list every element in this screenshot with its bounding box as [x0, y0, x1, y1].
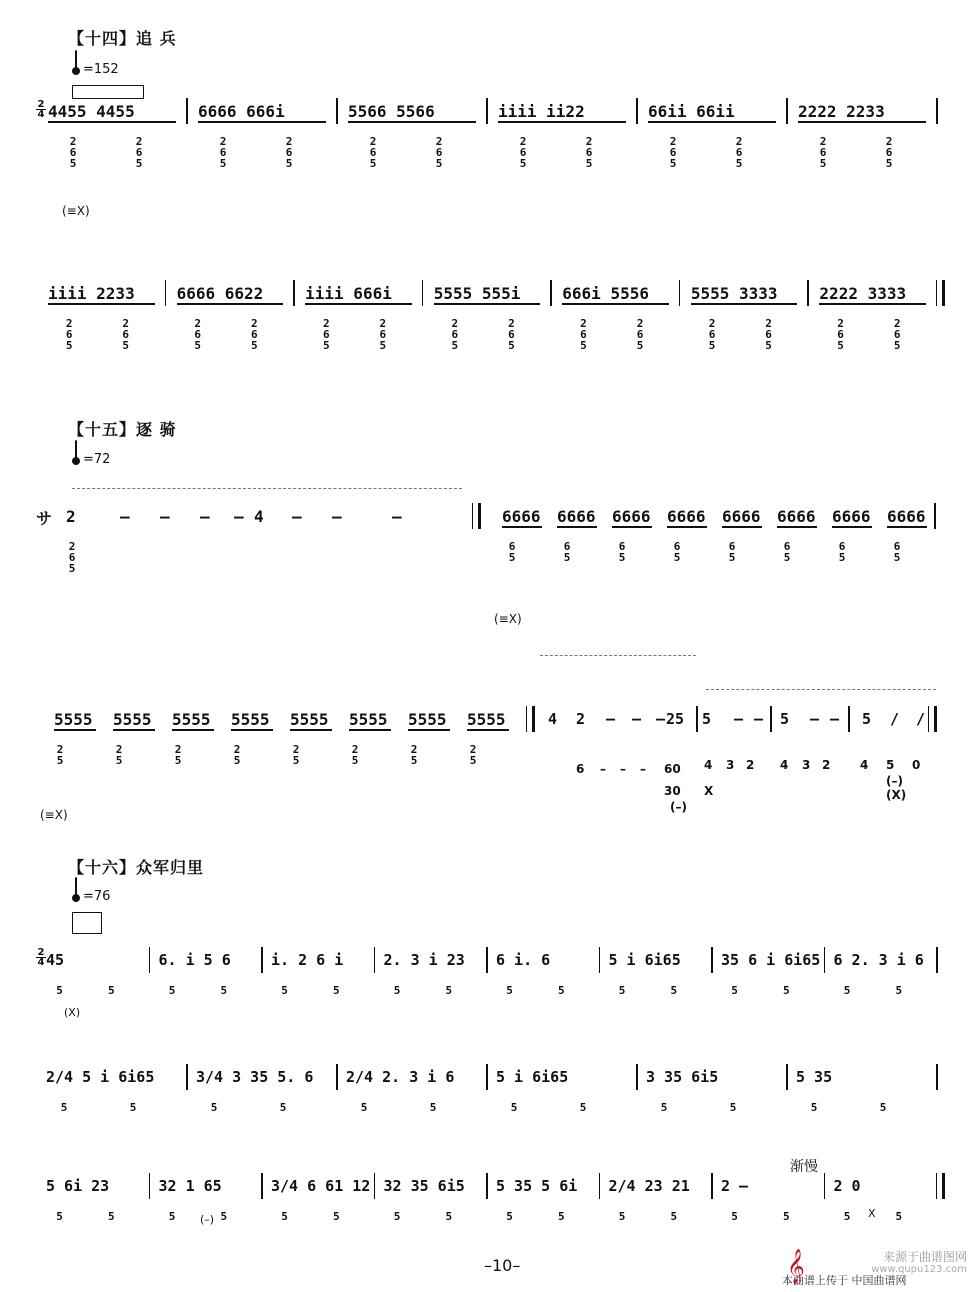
tail-note: – [606, 710, 616, 728]
measure-notes: 2/4 23 21 [608, 1177, 690, 1195]
accompaniment-chord: 2 5 [351, 743, 359, 767]
accompaniment-chord: 2 5 [174, 743, 182, 767]
barline [486, 947, 488, 973]
accompaniment-note: 5 [107, 984, 115, 997]
lower-voice-note: (–) [886, 774, 903, 788]
measure-notes: 32 35 6i5 [383, 1177, 465, 1195]
tail-note: – [734, 710, 744, 728]
beam-line [305, 303, 412, 305]
measure-notes: i. 2 6 i [271, 951, 344, 969]
barline [336, 98, 338, 124]
barline [770, 706, 772, 732]
accompaniment-chord: 2 6 5 [765, 317, 772, 352]
beam-line [722, 526, 762, 528]
measure-notes: 3/4 6 61 12 [271, 1177, 371, 1195]
intro-note: – [292, 507, 302, 526]
measure-notes: 2222 3333 [819, 284, 907, 303]
tail-note: – [656, 710, 666, 728]
percussion-mark: (–) [200, 1213, 215, 1226]
accompaniment-note: 5 [782, 984, 790, 997]
measure-notes: 2/4 2. 3 i 6 [346, 1068, 455, 1086]
beam-line [290, 729, 332, 731]
final-barline [936, 1173, 945, 1199]
accompaniment-note: 5 [279, 1101, 287, 1114]
accompaniment-note: 5 [618, 984, 626, 997]
measure-notes: iiii 2233 [48, 284, 135, 303]
accompaniment-chord: 2 5 [469, 743, 477, 767]
accompaniment-chord: 2 6 5 [369, 135, 377, 170]
time-signature-14: 2 4 [37, 99, 45, 120]
barline [711, 1173, 713, 1199]
section-title-16: 【十六】众军归里 [68, 858, 205, 877]
accompaniment-note: 5 [129, 1101, 137, 1114]
tail-note: / [890, 710, 900, 728]
percussion-mark-15b: (≡X) [40, 808, 68, 822]
beam-line [691, 303, 798, 305]
beam-line [467, 729, 509, 731]
lower-voice-note: 0 [912, 758, 921, 772]
accompaniment-note: 5 [557, 984, 565, 997]
barline [848, 706, 850, 732]
lower-voice-note: 60 [664, 762, 681, 776]
measure-notes: 66ii 66ii [648, 102, 735, 121]
barline [936, 947, 938, 973]
measure-notes: 6666 [777, 507, 816, 526]
measure-notes: 2 – [721, 1177, 749, 1195]
accompaniment-chord: 6 5 [508, 540, 516, 564]
accompaniment-chord: 2 6 5 [194, 317, 202, 352]
barline [636, 98, 638, 124]
measure-notes: 45 [46, 951, 65, 969]
beam-line [48, 121, 176, 123]
accompaniment-chord: 2 6 5 [122, 317, 130, 352]
accompaniment-note: 5 [393, 984, 401, 997]
section-title-15: 【十五】逐 骑 [68, 420, 177, 439]
tail-note: 5 [862, 710, 872, 728]
barline [486, 1173, 488, 1199]
measure-notes: 6666 [557, 507, 596, 526]
beam-line [198, 121, 326, 123]
accompaniment-note: 5 [879, 1101, 887, 1114]
measure-notes: 5 i 6i65 [496, 1068, 569, 1086]
quarter-note-icon [71, 66, 81, 76]
beam-line [54, 729, 96, 731]
accompaniment-note: 5 [810, 1101, 818, 1114]
accompaniment-note: 5 [843, 1210, 851, 1223]
beam-line [819, 303, 926, 305]
accompaniment-chord: 2 5 [410, 743, 418, 767]
accompaniment-note: 5 [782, 1210, 790, 1223]
beam-line [48, 303, 155, 305]
measure-notes: 6666 6622 [176, 284, 264, 303]
barline [936, 1064, 938, 1090]
staff-line-16-3 [40, 1177, 943, 1247]
tail-note: – [830, 710, 840, 728]
beam-line [408, 729, 450, 731]
tail-note: 5 [780, 710, 790, 728]
beam-line [349, 729, 391, 731]
measure-notes: iiii 666i [305, 284, 392, 303]
barline [807, 280, 809, 306]
dashed-rest-line [540, 655, 696, 656]
intro-note: – [120, 507, 130, 526]
watermark-line-1: 来源于曲谱图网 [882, 1250, 967, 1264]
accompaniment-note: 5 [60, 1101, 68, 1114]
barline [165, 280, 167, 306]
measure-notes: 5 35 5 6i [496, 1177, 578, 1195]
beam-line [887, 526, 927, 528]
barline [186, 98, 188, 124]
lower-voice-note: 5 [886, 758, 895, 772]
accompaniment-note: 5 [618, 1210, 626, 1223]
watermark-line-2: www.qupu123.com [871, 1264, 967, 1275]
barline [149, 1173, 151, 1199]
tempo-marking-15 [72, 452, 110, 467]
accompaniment-chord: 2 6 5 [837, 317, 844, 352]
accompaniment-chord: 2 6 5 [68, 540, 76, 575]
accompaniment-chord: 2 6 5 [219, 135, 227, 170]
accompaniment-note: 5 [360, 1101, 368, 1114]
accompaniment-note: 5 [281, 1210, 288, 1223]
measure-notes: 4455 4455 [48, 102, 135, 121]
accompaniment-note: 5 [168, 984, 176, 997]
beam-line [177, 303, 284, 305]
staff-line-16-2 [40, 1068, 943, 1138]
accompaniment-chord: 2 6 5 [735, 135, 743, 170]
barline [599, 1173, 601, 1199]
beam-line [348, 121, 476, 123]
barline [374, 1173, 376, 1199]
accompaniment-chord: 2 6 5 [250, 317, 258, 352]
quarter-note-icon [71, 456, 81, 466]
measure-notes: 35 6 i 6i65 [721, 951, 821, 969]
intro-note: – [160, 507, 170, 526]
measure-notes: 6666 [612, 507, 651, 526]
section-title-14: 【十四】追 兵 [68, 29, 177, 48]
accompaniment-note: 5 [731, 984, 738, 997]
measure-notes: 6666 [722, 507, 761, 526]
accompaniment-chord: 2 6 5 [708, 317, 716, 352]
staff-line-15-1 [40, 507, 943, 597]
lower-voice-note: 2 [822, 758, 831, 772]
accompaniment-chord: 2 6 5 [135, 135, 143, 170]
measure-notes: 5555 [408, 710, 447, 729]
final-barline [928, 706, 937, 732]
tempo-change-marking: 渐慢 [790, 1159, 818, 1175]
accompaniment-note: 5 [506, 1210, 513, 1223]
accompaniment-note: 5 [895, 1210, 903, 1223]
accompaniment-chord: 2 5 [233, 743, 241, 767]
tail-note: 4 [548, 710, 558, 728]
accompaniment-chord: 6 5 [838, 540, 846, 564]
barline [824, 1173, 826, 1199]
percussion-box-16 [72, 912, 102, 934]
beam-line [832, 526, 872, 528]
barline [336, 1064, 338, 1090]
percussion-box-14 [72, 85, 144, 99]
barline [824, 947, 826, 973]
tempo-marking-16 [72, 889, 110, 904]
barline [786, 1064, 788, 1090]
accompaniment-chord: 2 5 [292, 743, 300, 767]
accompaniment-chord: 2 6 5 [508, 317, 515, 352]
accompaniment-note: 5 [393, 1210, 401, 1223]
accompaniment-note: 5 [843, 984, 851, 997]
tempo-value: =72 [83, 452, 111, 467]
accompaniment-note: 5 [56, 1210, 63, 1223]
dashed-rest-line [72, 488, 462, 489]
lower-voice-note: 30 [664, 784, 681, 798]
percussion-mark-15: (≡X) [494, 612, 522, 626]
intro-note: – [234, 507, 244, 526]
accompaniment-note: 5 [332, 1210, 340, 1223]
measure-notes: 666i 5556 [562, 284, 649, 303]
accompaniment-note: 5 [220, 1210, 228, 1223]
beam-line [172, 729, 214, 731]
accompaniment-chord: 2 6 5 [379, 317, 387, 352]
barline [149, 947, 151, 973]
time-signature-16: 2 4 [37, 947, 45, 968]
accompaniment-note: 5 [660, 1101, 668, 1114]
measure-notes: 5555 [54, 710, 93, 729]
beam-line [113, 729, 155, 731]
beam-line [557, 526, 597, 528]
measure-notes: 2/4 5 i 6i65 [46, 1068, 155, 1086]
accompaniment-chord: 6 5 [563, 540, 571, 564]
tail-note: 2 [576, 710, 586, 728]
treble-clef-logo-icon: 𝄞 [787, 1249, 805, 1284]
barline [550, 280, 552, 306]
accompaniment-chord: 6 5 [728, 540, 736, 564]
measure-notes: 5 35 [796, 1068, 833, 1086]
accompaniment-note: 5 [445, 1210, 453, 1223]
accompaniment-chord: 2 6 5 [819, 135, 827, 170]
accompaniment-note: 5 [429, 1101, 437, 1114]
intro-note: 2 [66, 507, 76, 526]
barline [261, 1173, 263, 1199]
staff-line-15-2 [40, 710, 943, 820]
accompaniment-note: 5 [168, 1210, 176, 1223]
intro-note: 4 [254, 507, 264, 526]
beam-line [231, 729, 273, 731]
beam-line [562, 303, 669, 305]
accompaniment-chord: 6 5 [673, 540, 681, 564]
measure-notes: 5555 [231, 710, 270, 729]
tail-note: – [754, 710, 764, 728]
barline [486, 1064, 488, 1090]
beam-line [798, 121, 926, 123]
lower-voice-note: 3 [726, 758, 735, 772]
barline [786, 98, 788, 124]
tail-note: / [916, 710, 926, 728]
barline [422, 280, 424, 306]
accompaniment-note: 5 [729, 1101, 737, 1114]
tempo-value: =152 [83, 62, 119, 77]
measure-notes: 6666 [502, 507, 541, 526]
final-barline [936, 280, 945, 306]
beam-line [434, 303, 541, 305]
barline [696, 706, 698, 732]
accompaniment-note: 5 [510, 1101, 518, 1114]
measure-notes: 6. i 5 6 [158, 951, 231, 969]
measure-notes: 2222 2233 [798, 102, 885, 121]
accompaniment-note: 5 [107, 1210, 115, 1223]
watermark [777, 1248, 967, 1288]
measure-notes: 5555 [290, 710, 329, 729]
lower-voice-note: – [620, 762, 626, 776]
accompaniment-note: 5 [670, 984, 678, 997]
accompaniment-note: 5 [579, 1101, 587, 1114]
accompaniment-chord: 2 6 5 [585, 135, 593, 170]
barline [486, 98, 488, 124]
lower-voice-note: – [640, 762, 646, 776]
barline [599, 947, 601, 973]
accompaniment-note: 5 [332, 984, 340, 997]
accompaniment-chord: 6 5 [893, 540, 901, 564]
barline [636, 1064, 638, 1090]
accompaniment-note: 5 [895, 984, 903, 997]
beam-line [612, 526, 652, 528]
measure-notes: 6666 [667, 507, 706, 526]
barline [186, 1064, 188, 1090]
tail-note: 5 [702, 710, 712, 728]
free-time-sign: サ [36, 509, 53, 528]
measure-notes: 5 6i 23 [46, 1177, 110, 1195]
measure-notes: 2. 3 i 23 [383, 951, 465, 969]
lower-voice-note: 3 [802, 758, 811, 772]
tempo-marking-14 [72, 62, 119, 77]
upload-notice: 本曲谱上传于 中国曲谱网 [782, 1274, 907, 1287]
quarter-note-icon [71, 893, 81, 903]
accompaniment-chord: 2 6 5 [65, 317, 73, 352]
lower-voice-note: X [704, 784, 714, 798]
accompaniment-note: 5 [731, 1210, 738, 1223]
staff-line-14-2 [40, 284, 943, 374]
percussion-mark-16: (X) [64, 1006, 81, 1019]
measure-notes: 2 0 [833, 1177, 861, 1195]
measure-notes: 3/4 3 35 5. 6 [196, 1068, 314, 1086]
page-number: –10– [484, 1256, 521, 1275]
measure-notes: 5 i 6i65 [608, 951, 681, 969]
lower-voice-note: 6 [576, 762, 585, 776]
measure-notes: 6666 666i [198, 102, 285, 121]
measure-notes: 5555 3333 [690, 284, 778, 303]
accompaniment-chord: 2 6 5 [580, 317, 587, 352]
accompaniment-chord: 2 6 5 [435, 135, 443, 170]
beam-line [667, 526, 707, 528]
barline [261, 947, 263, 973]
measure-notes: iiii ii22 [498, 102, 585, 121]
percussion-x-mark: X [868, 1207, 876, 1220]
lower-voice-note: 4 [860, 758, 869, 772]
lower-voice-note: (–) [670, 800, 687, 814]
accompaniment-note: 5 [210, 1101, 218, 1114]
measure-notes: 5555 [113, 710, 152, 729]
accompaniment-chord: 2 6 5 [69, 135, 77, 170]
measure-notes: 5566 5566 [348, 102, 435, 121]
intro-note: – [332, 507, 342, 526]
accompaniment-chord: 6 5 [618, 540, 626, 564]
accompaniment-chord: 2 6 5 [893, 317, 901, 352]
accompaniment-note: 5 [220, 984, 228, 997]
barline [936, 98, 938, 124]
lower-voice-note: 4 [704, 758, 713, 772]
accompaniment-note: 5 [281, 984, 288, 997]
beam-line [777, 526, 817, 528]
barline [679, 280, 681, 306]
measure-notes: 5555 [467, 710, 506, 729]
lower-voice-note: 4 [780, 758, 789, 772]
accompaniment-note: 5 [506, 984, 513, 997]
beam-line [648, 121, 776, 123]
barline [934, 503, 936, 529]
accompaniment-chord: 2 6 5 [519, 135, 527, 170]
lower-voice-note: 2 [746, 758, 755, 772]
accompaniment-chord: 2 6 5 [669, 135, 677, 170]
barline [374, 947, 376, 973]
measure-notes: 5555 [172, 710, 211, 729]
measure-notes: 5555 555i [433, 284, 521, 303]
tail-note: – [632, 710, 642, 728]
lower-voice-note: (X) [886, 788, 907, 802]
percussion-mark-14: (≡X) [62, 204, 90, 218]
staff-line-14-1 [40, 102, 943, 192]
accompaniment-chord: 2 5 [115, 743, 123, 767]
measure-notes: 6666 [887, 507, 926, 526]
barline [293, 280, 295, 306]
accompaniment-chord: 6 5 [783, 540, 791, 564]
tempo-value: =76 [83, 889, 111, 904]
intro-note: – [200, 507, 210, 526]
measure-notes: 32 1 65 [158, 1177, 222, 1195]
tail-note: 25 [666, 710, 685, 728]
measure-notes: 6 i. 6 [496, 951, 551, 969]
measure-notes: 3 35 6i5 [646, 1068, 719, 1086]
accompaniment-chord: 2 6 5 [885, 135, 893, 170]
accompaniment-chord: 2 6 5 [285, 135, 293, 170]
lower-voice-note: – [600, 762, 606, 776]
beam-line [502, 526, 542, 528]
barline [711, 947, 713, 973]
accompaniment-chord: 2 6 5 [322, 317, 330, 352]
dashed-rest-line [706, 689, 936, 690]
beam-line [498, 121, 626, 123]
accompaniment-chord: 2 6 5 [451, 317, 459, 352]
intro-note: – [392, 507, 402, 526]
accompaniment-note: 5 [445, 984, 453, 997]
accompaniment-chord: 2 6 5 [636, 317, 644, 352]
measure-notes: 5555 [349, 710, 388, 729]
accompaniment-note: 5 [557, 1210, 565, 1223]
staff-line-16-1 [40, 951, 943, 1021]
tail-note: – [810, 710, 820, 728]
repeat-start-barline [472, 503, 481, 529]
accompaniment-note: 5 [56, 984, 63, 997]
measure-notes: 6 2. 3 i 6 [833, 951, 924, 969]
accompaniment-chord: 2 5 [56, 743, 64, 767]
repeat-end-barline [526, 706, 535, 732]
accompaniment-note: 5 [670, 1210, 678, 1223]
measure-notes: 6666 [832, 507, 871, 526]
